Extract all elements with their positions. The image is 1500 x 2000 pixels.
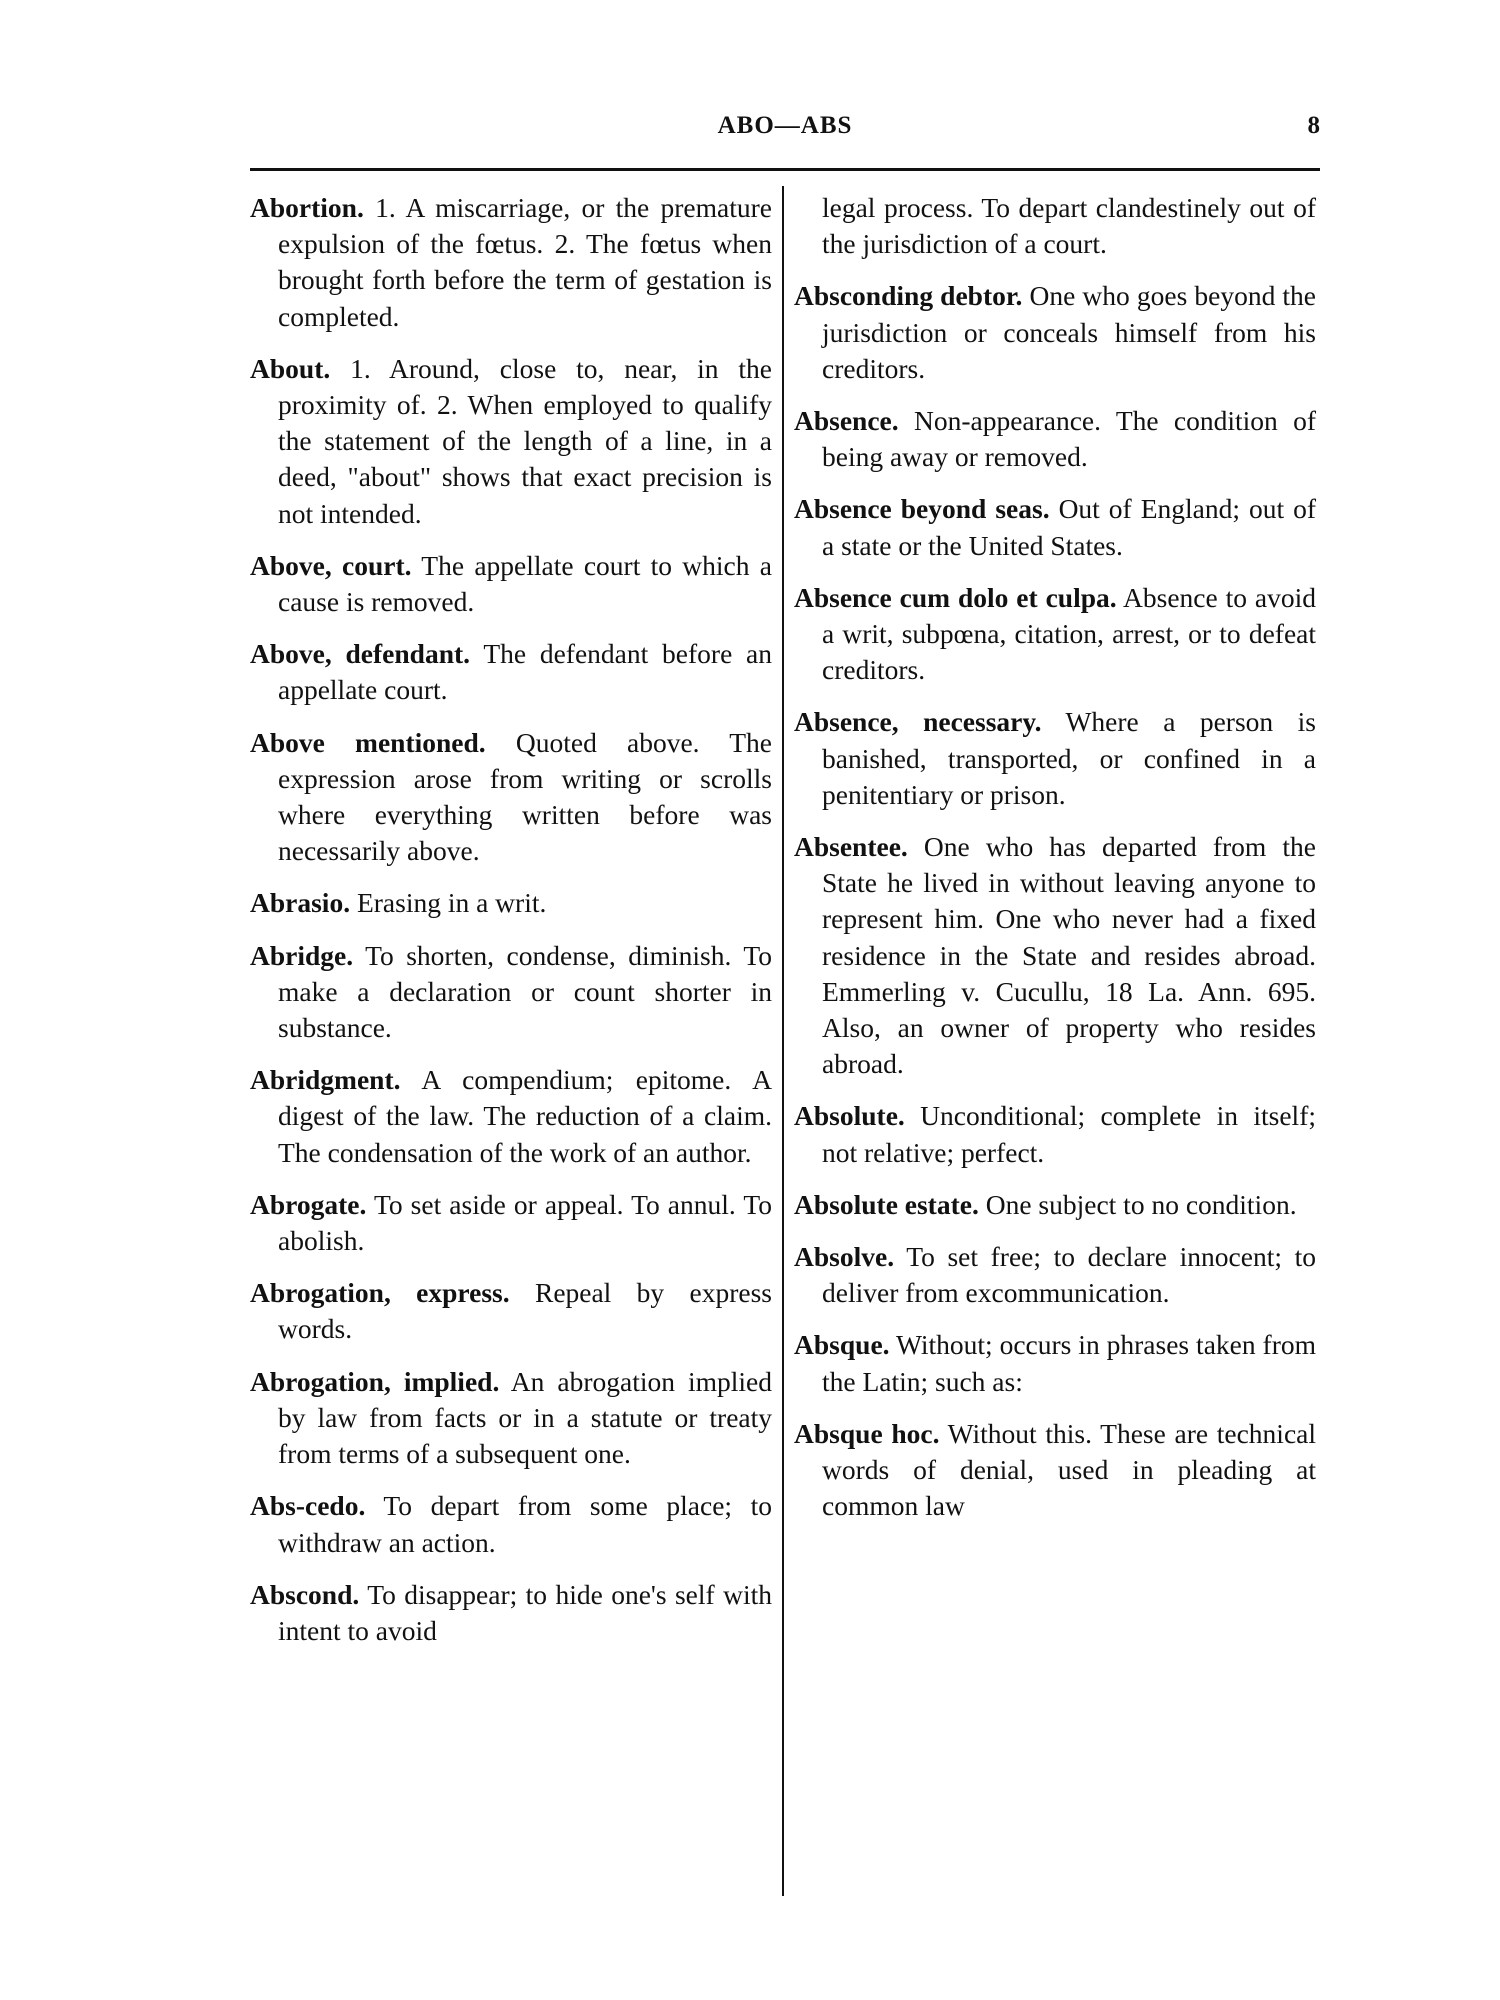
- dictionary-entry-continued: [794, 190, 1316, 262]
- entry-headword: Abrogate.: [250, 1188, 367, 1220]
- dictionary-entry: [250, 1364, 772, 1473]
- entry-definition: One subject to no condition.: [978, 1188, 1297, 1220]
- running-head: ABO—ABS: [717, 112, 853, 139]
- entry-headword: Abridge.: [250, 939, 354, 971]
- right-column: [794, 190, 1316, 1541]
- dictionary-entry: [794, 1327, 1316, 1399]
- entry-definition: Quoted above. The expression arose from writing or scrolls where everything written before was necessarily above.: [278, 726, 772, 867]
- dictionary-entry: [794, 704, 1316, 813]
- entry-headword: Absence cum dolo et culpa.: [794, 581, 1117, 613]
- entry-headword: Abrasio.: [250, 887, 351, 919]
- page-number: 8: [1307, 112, 1320, 139]
- entry-definition: To depart from some place; to withdraw an action.: [278, 1490, 772, 1558]
- dictionary-entry: [250, 938, 772, 1047]
- entry-definition: To set aside or appeal. To annul. To abolish.: [278, 1188, 772, 1257]
- entry-definition: Absence to avoid a writ, subpœna, citation, arrest, or to defeat creditors.: [822, 581, 1316, 686]
- dictionary-entry: [794, 491, 1316, 563]
- dictionary-entry: [250, 1577, 772, 1649]
- entry-headword: Absolute.: [794, 1100, 905, 1132]
- entry-headword: Absentee.: [794, 831, 908, 863]
- dictionary-entry: [794, 403, 1316, 475]
- dictionary-entry: [250, 1187, 772, 1259]
- entry-definition: The defendant before an appellate court.: [278, 638, 773, 706]
- entry-definition: Without; occurs in phrases taken from the Latin; such as:: [822, 1329, 1316, 1397]
- entry-headword: Absence, necessary.: [794, 706, 1042, 738]
- entry-headword: Abridgment.: [250, 1064, 401, 1096]
- entry-headword: Abrogation, express.: [250, 1277, 510, 1309]
- entry-headword: About.: [250, 352, 331, 384]
- entry-definition: Non-appearance. The condition of being away or removed.: [822, 405, 1316, 473]
- entry-headword: Abrogation, implied.: [250, 1365, 500, 1397]
- entry-definition: Unconditional; complete in itself; not relative; perfect.: [822, 1100, 1316, 1168]
- entry-headword: Absque.: [794, 1329, 890, 1361]
- entry-definition: To set free; to declare innocent; to deliver from excommunication.: [822, 1241, 1316, 1309]
- dictionary-entry: [794, 580, 1316, 689]
- dictionary-entry: [250, 190, 772, 335]
- dictionary-entry: [250, 725, 772, 870]
- entry-definition: An abrogation implied by law from facts or in a statute or treaty from terms of a subsequent one.: [278, 1365, 773, 1470]
- dictionary-entry: [794, 1098, 1316, 1170]
- dictionary-entry: [250, 548, 772, 620]
- entry-headword: Above, defendant.: [250, 638, 471, 670]
- entry-definition: Erasing in a writ.: [350, 887, 547, 919]
- dictionary-entry: [794, 829, 1316, 1082]
- left-column: [250, 190, 772, 1665]
- dictionary-entry: [794, 1239, 1316, 1311]
- entry-definition: Without this. These are technical words of denial, used in pleading at common law: [822, 1417, 1316, 1522]
- entry-headword: Above, court.: [250, 549, 412, 581]
- column-divider: [782, 186, 784, 1896]
- entry-headword: Above mentioned.: [250, 726, 486, 758]
- entry-definition: legal process. To depart clandestinely out of the jurisdiction of a court.: [822, 192, 1316, 260]
- entry-definition: Out of England; out of a state or the United States.: [822, 493, 1317, 561]
- dictionary-entry: [794, 1416, 1316, 1525]
- entry-definition: One who goes beyond the jurisdiction or conceals himself from his creditors.: [822, 280, 1317, 384]
- dictionary-entry: [250, 1275, 772, 1347]
- entry-definition: Where a person is banished, transported, or confined in a penitentiary or prison.: [822, 706, 1316, 810]
- header-rule: [250, 168, 1320, 171]
- dictionary-entry: [250, 636, 772, 708]
- dictionary-entry: [250, 351, 772, 532]
- entry-definition: A compendium; epitome. A digest of the law. The reduction of a claim. The condensation of the work of an author.: [278, 1064, 772, 1168]
- dictionary-entry: [250, 1062, 772, 1171]
- entry-headword: Abortion.: [250, 192, 364, 223]
- entry-headword: Absque hoc.: [794, 1417, 940, 1449]
- entry-definition: The appellate court to which a cause is removed.: [278, 549, 772, 618]
- entry-headword: Abs-cedo.: [250, 1490, 366, 1522]
- entry-definition: To shorten, condense, diminish. To make a declaration or count shorter in substance.: [278, 939, 772, 1044]
- entry-headword: Absolute estate.: [794, 1188, 979, 1220]
- entry-definition: Repeal by express words.: [278, 1277, 772, 1345]
- entry-headword: Absence.: [794, 405, 899, 437]
- dictionary-entry: [250, 885, 772, 921]
- dictionary-entry: [250, 1488, 772, 1560]
- entry-definition: One who has departed from the State he lived in without leaving anyone to represent him. One who never had a fixed residence in the State and resides abroad. Emmerling v. Cucullu, 18 La. Ann. 695. Also, an owner of property who resides abroad.: [822, 831, 1316, 1080]
- entry-headword: Absolve.: [794, 1241, 895, 1273]
- entry-definition: 1. A miscarriage, or the premature expulsion of the fœtus. 2. The fœtus when brought forth before the term of gestation is completed.: [278, 192, 772, 332]
- entry-headword: Absence beyond seas.: [794, 493, 1050, 525]
- dictionary-entry: [794, 278, 1316, 387]
- page-header: [250, 112, 1320, 152]
- dictionary-entry: [794, 1187, 1316, 1223]
- entry-definition: 1. Around, close to, near, in the proximity of. 2. When employed to qualify the statement of the length of a line, in a deed, "about" shows that exact precision is not intended.: [278, 352, 772, 529]
- entry-headword: Absconding debtor.: [794, 280, 1023, 312]
- entry-headword: Abscond.: [250, 1578, 360, 1610]
- entry-definition: To disappear; to hide one's self with intent to avoid: [278, 1578, 772, 1646]
